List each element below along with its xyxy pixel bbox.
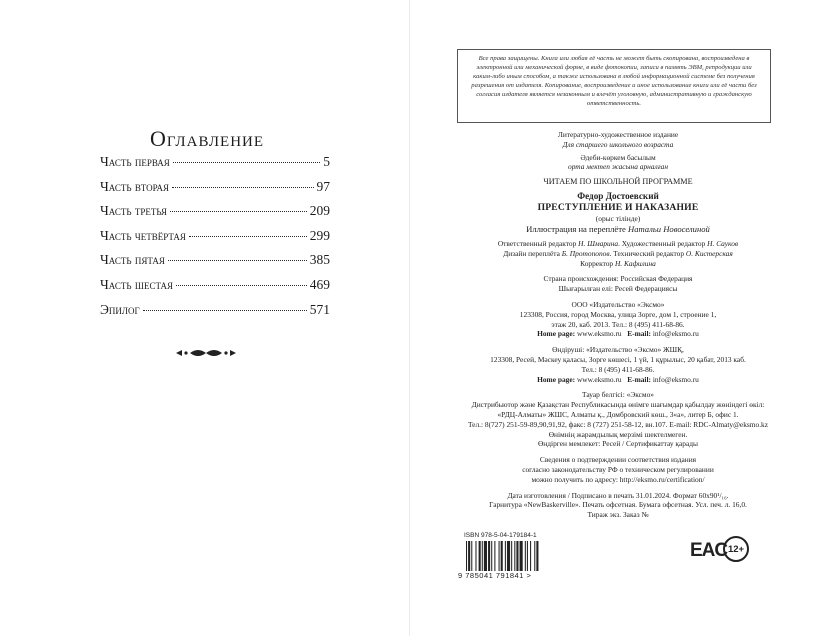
publisher-address-2: этаж 20, каб. 2013. Тел.: 8 (495) 411-68-86. — [551, 319, 685, 329]
barcode-bar — [520, 541, 523, 571]
barcode-icon — [464, 541, 589, 571]
barcode-bar — [527, 541, 528, 571]
toc-entry-page: 469 — [309, 276, 330, 292]
kz-contacts: Home page: www.eksmo.ru E-mail: info@eksmo.ru — [537, 374, 699, 384]
distributor-line-2: «РДЦ-Алматы» ЖШС, Алматы қ., Домбровский көш., 3«а», литер Б, офис 1. — [497, 409, 739, 419]
toc-entry — [100, 252, 330, 277]
barcode-bar — [501, 541, 503, 571]
publisher-address-1: 123308, Россия, город Москва, улица Зорге, дом 1, строение 1, — [519, 309, 717, 319]
toc-entry — [100, 228, 330, 253]
genre-ru: Литературно-художественное издание — [557, 130, 679, 139]
barcode-bar — [466, 541, 467, 571]
print-line-1: Дата изготовления / Подписано в печать 31.01.2024. Формат 60x90¹/₁₆. — [507, 490, 729, 500]
barcode-bar — [514, 541, 515, 571]
author-name: Федор Достоевский — [577, 191, 659, 202]
illustration-credit: Иллюстрация на переплёте Натальи Новоселиной — [526, 223, 710, 234]
ornament-divider-icon — [174, 346, 238, 360]
kz-maker-address: 123308, Ресей, Мәскеу қаласы, Зорге көшесі, 1 үй, 1 құрылыс, 20 қабат, 2013 каб. — [490, 354, 746, 364]
editors-line-1: Ответственный редактор Н. Шмарина. Художественный редактор Н. Сауков — [497, 238, 739, 248]
toc-entry — [100, 179, 330, 204]
barcode-bar — [530, 541, 531, 571]
toc-entry — [100, 302, 330, 327]
publisher-name: ООО «Издательство «Эксмо» — [571, 299, 665, 309]
toc-entry-page: 299 — [309, 227, 330, 243]
toc-entry — [100, 277, 330, 302]
barcode-bar — [491, 541, 492, 571]
confirm-line-2: согласно законодательству РФ о техническом регулировании — [522, 464, 714, 474]
barcode-bar — [468, 541, 470, 571]
barcode-bar — [534, 541, 535, 571]
toc-entry-page: 97 — [316, 178, 330, 194]
origin-ru: Страна происхождения: Российская Федерация — [543, 274, 693, 284]
trademark: Тауар белгісі: «Эксмо» — [582, 390, 654, 400]
kz-maker-phone: Тел.: 8 (495) 411-68-86. — [581, 364, 655, 374]
barcode-bar — [511, 541, 512, 571]
barcode-bar — [536, 541, 538, 571]
toc-leader-dots — [172, 187, 314, 188]
print-line-2: Гарнитура «NewBaskerville». Печать офсетная. Бумага офсетная. Усл. печ. л. 16,0. — [489, 500, 747, 510]
language-note: (орыс тілінде) — [595, 214, 641, 224]
toc-entry-label: Часть шестая — [100, 276, 173, 292]
isbn-label: ISBN 978-5-04-179184-1 — [464, 532, 537, 539]
toc-leader-dots — [143, 310, 307, 311]
toc-entry-page: 209 — [309, 203, 330, 219]
origin-kz: Шығарылған елі: Ресей Федерациясы — [558, 284, 678, 294]
toc-leader-dots — [173, 162, 320, 163]
barcode-bar — [494, 541, 495, 571]
distributor-line-3: Тел.: 8(727) 251-59-89,90,91,92, факс: 8 (727) 251-58-12, вн.107. E-mail: RDC-Almaty@eksmo.kz — [467, 419, 769, 429]
copyright-notice: Все права защищены. Книга или любая её часть не может быть скопирована, воспроизведена в электронной или механической форме, в виде фотокопии, записи в память ЭВМ, репродукции или каким-либо иным способом, а также использована в любой информационной системе без получения разрешения от издателя. Копирование, воспроизведение и иное использование книги или её части без согласия издателя является незаконным и влечёт уголовную, административную и гражданскую ответственность. — [457, 49, 771, 123]
validity: Өнімнің жарамдылық мерзімі шектелмеген. — [548, 429, 688, 439]
audience-ru: Для старшего школьного возраста — [562, 139, 674, 149]
toc-entry-label: Часть вторая — [100, 178, 169, 194]
corrector-line: Корректор Н. Кафилина — [580, 258, 656, 268]
certification: Өндірген мемлекет: Ресей / Сертификаттау қарады — [537, 439, 699, 449]
confirm-line-1: Сведения о подтверждении соответствия издания — [539, 455, 697, 465]
toc-entry — [100, 154, 330, 179]
age-rating-badge: 12+ — [723, 536, 749, 562]
barcode-bar — [505, 541, 506, 571]
kz-maker-name: Өндіруші: «Издательство «Эксмо» ЖШҚ, — [552, 345, 684, 355]
toc-list — [100, 154, 330, 326]
eac-mark: EAC — [690, 540, 728, 561]
print-line-3: Тираж экз. Заказ № — [587, 510, 649, 520]
toc-entry-label: Часть первая — [100, 154, 170, 169]
right-page — [410, 0, 820, 636]
toc-entry-label: Эпилог — [100, 301, 140, 317]
publisher-contacts: Home page: www.eksmo.ru E-mail: info@eksmo.ru — [537, 329, 699, 339]
distributor-line-1: Дистрибьютор және Қазақстан Республикасында өнімге шағымдар қабылдау жөніндегі өкіл: — [471, 400, 765, 410]
audience-kz: орта мектеп жасына арналған — [568, 162, 668, 172]
barcode-bar — [479, 541, 481, 571]
toc-entry-page: 571 — [309, 301, 330, 317]
genre-kz: Әдеби-көркем басылым — [580, 152, 656, 162]
toc-entry-label: Часть третья — [100, 203, 168, 219]
barcode-bar — [488, 541, 490, 571]
book-title: ПРЕСТУПЛЕНИЕ И НАКАЗАНИЕ — [537, 202, 699, 214]
barcode-bar — [475, 541, 476, 571]
barcode-bar — [499, 541, 500, 571]
barcode-bar — [482, 541, 483, 571]
imprint-block — [453, 130, 783, 520]
barcode-bar — [484, 541, 487, 571]
series-name: ЧИТАЕМ ПО ШКОЛЬНОЙ ПРОГРАММЕ — [543, 177, 693, 187]
editors-line-2: Дизайн переплёта Б. Протопопов. Технический редактор О. Кистерская — [503, 248, 733, 258]
barcode-bar — [525, 541, 526, 571]
toc-leader-dots — [168, 260, 307, 261]
barcode-digits: 9 785041 791841 > — [458, 571, 532, 580]
barcode-bar — [516, 541, 518, 571]
toc-leader-dots — [189, 236, 307, 237]
barcode-bar — [471, 541, 472, 571]
confirm-line-3: можно получить по адресу: http://eksmo.ru/certification/ — [531, 474, 705, 484]
toc-entry-page: 5 — [323, 154, 330, 169]
toc-entry-label: Часть пятая — [100, 252, 165, 268]
toc-title: Оглавление — [150, 126, 265, 151]
toc-leader-dots — [176, 285, 307, 286]
toc-entry-label: Часть четвёртая — [100, 227, 186, 243]
toc-entry-page: 385 — [309, 252, 330, 268]
toc-leader-dots — [170, 211, 307, 212]
barcode-bar — [507, 541, 510, 571]
toc-entry — [100, 203, 330, 228]
